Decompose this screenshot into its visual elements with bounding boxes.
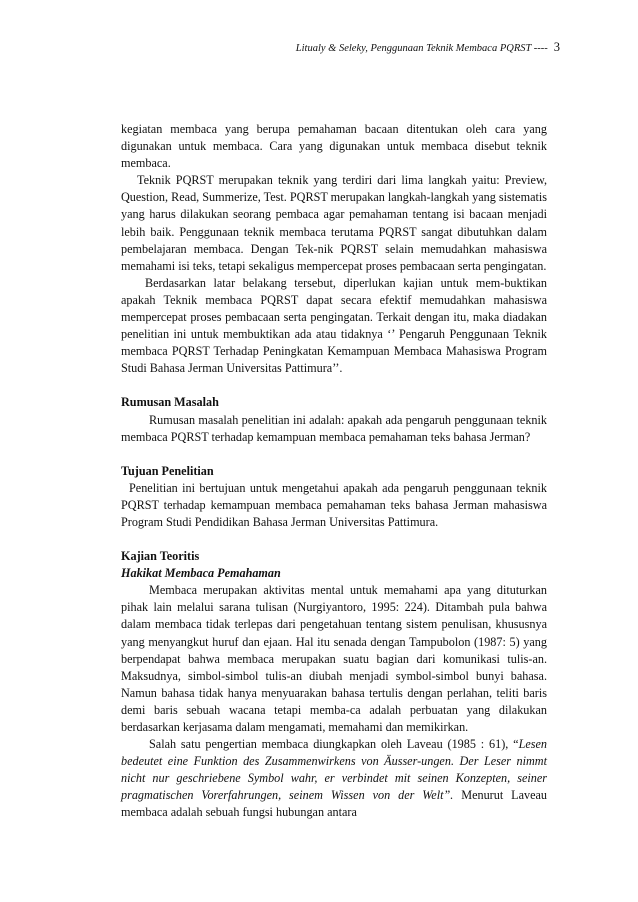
page-number: 3 — [553, 40, 560, 54]
paragraph-hakikat-membaca: Membaca merupakan aktivitas mental untuk memahami apa yang dituturkan pihak lain melalui sarana tulisan (Nurgiyantoro, 1995: 224). Ditambah pula bahwa dalam membaca tidak terlepas dari pengetahuan tentang sistem penulisan, khususnya yang menyangkut huruf dan ejaan. Hal itu senada dengan Tampubolon (1987: 5) yang berpendapat bahwa membaca merupakan suatu bagian dari komunikasi tulis-an. Maksudnya, simbol-simbol tulis-an diubah menjadi symbol-simbol bunyi bahasa. Namun bahasa tidak hanya menyuarakan bahasa tertulis dengan perlahan, teliti baris demi baris sebuah wacana tetapi memba-ca adalah perbuatan yang dilakukan berdasarkan kerjasama dalam mengamati, memahami dan memikirkan. — [121, 583, 547, 734]
paragraph-tujuan-penelitian: Penelitian ini bertujuan untuk mengetahui apakah ada pengaruh penggunaan teknik PQRST terhadap kemampuan membaca pemahaman teks bahasa Jerman mahasiswa Program Studi Pendidikan Bahasa Jerman Universitas Pattimura. — [121, 480, 547, 529]
spacer — [121, 531, 547, 548]
article-body — [121, 121, 547, 822]
paragraph-pqrst-definition: Teknik PQRST merupakan teknik yang terdiri dari lima langkah yaitu: Preview, Question, Read, Summerize, Test. PQRST merupakan langkah-langkah yang sistematis yang harus dilakukan seorang pembaca agar pemahaman tentang isi bacaan menjadi lebih baik. Penggunaan teknik membaca terutama PQRST sangat dibutuhkan dalam pembelajaran membaca. Dengan Tek-nik PQRST selain memudahkan mahasiswa memahami isi teks, tetapi sekaligus mempercepat proses pembacaan serta pengingatan. — [121, 173, 547, 273]
running-header — [0, 41, 560, 55]
paragraph-research-rationale: Berdasarkan latar belakang tersebut, diperlukan kajian untuk mem-buktikan apakah Teknik membaca PQRST dapat secara efektif memudahkan mahasiswa mempercepat proses pembacaan serta pengingatan. Terkait dengan itu, maka diadakan penelitian ini untuk membuktikan ada atau tidaknya ‘’ Pengaruh Penggunaan Teknik membaca PQRST Terhadap Peningkatan Kemampuan Membaca Mahasiswa Program Studi Bahasa Jerman Universitas Pattimura’’. — [121, 275, 547, 376]
heading-rumusan-masalah: Rumusan Masalah — [121, 395, 219, 410]
paragraph-continuation: kegiatan membaca yang berupa pemahaman bacaan ditentukan oleh cara yang digunakan untuk membaca. Cara yang digunakan untuk membaca disebut teknik membaca. — [121, 122, 547, 171]
laveau-lead: Salah satu pengertian membaca diungkapkan oleh Laveau (1985 : 61), “ — [149, 737, 519, 752]
subheading-hakikat-membaca: Hakikat Membaca Pemahaman — [121, 566, 281, 581]
paragraph-laveau-definition — [121, 736, 547, 821]
paragraph-rumusan-masalah: Rumusan masalah penelitian ini adalah: apakah ada pengaruh penggunaan teknik membaca PQRST terhadap kemampuan membaca pemahaman teks bahasa Jerman? — [121, 412, 547, 444]
german-quote: Lesen bedeutet eine Funktion des Zusammenwirkens von Äusser-ungen. Der Leser nimmt nicht nur geschriebene Symbol wahr, er verbindet mit seinen Konzepten, seiner pragmatischen Vorerfahrungen, seinem Wissen von der Welt”. — [121, 737, 547, 803]
heading-kajian-teoritis: Kajian Teoritis — [121, 549, 200, 564]
heading-tujuan-penelitian: Tujuan Penelitian — [121, 463, 214, 478]
spacer — [121, 377, 547, 394]
laveau-tail: Menurut Laveau membaca adalah sebuah fungsi hubungan antara — [121, 788, 548, 820]
running-title: Litualy & Seleky, Penggunaan Teknik Membaca PQRST ---- — [295, 43, 548, 54]
spacer — [121, 446, 547, 463]
